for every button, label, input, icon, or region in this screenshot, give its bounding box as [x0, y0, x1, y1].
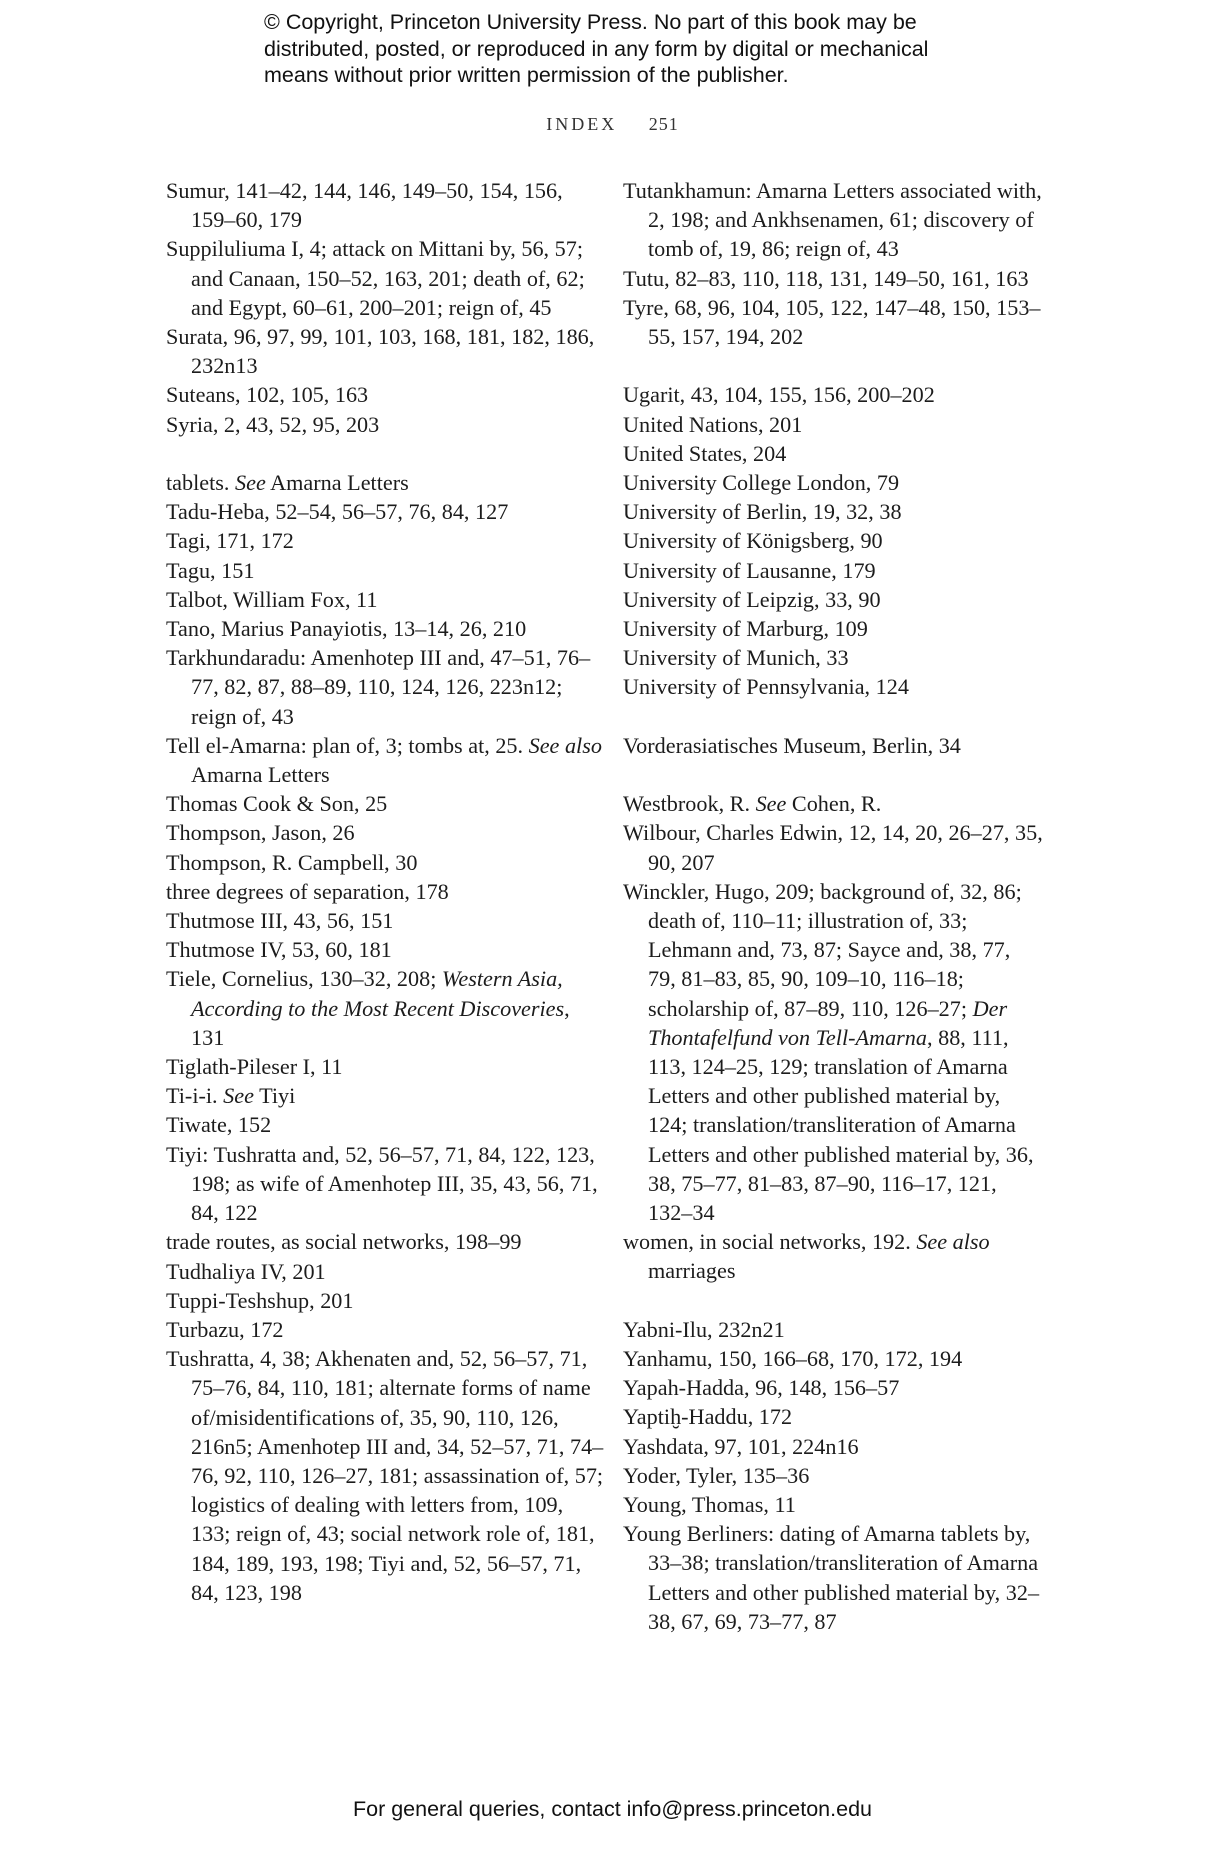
index-entry-text: Yabni-Ilu, 232n21 — [623, 1316, 785, 1342]
index-entry — [166, 614, 606, 643]
index-entry-text: University of Marburg, 109 — [623, 616, 868, 642]
index-entry-text: Amarna Letters — [265, 470, 409, 496]
index-entry — [623, 789, 1043, 818]
index-entry — [623, 1519, 1043, 1636]
footer-contact: For general queries, contact info@press.princeton.edu — [352, 1797, 872, 1821]
index-entry-text: Surata, 96, 97, 99, 101, 103, 168, 181, 182, 186, 232n13 — [166, 324, 595, 379]
index-entry — [166, 1227, 606, 1256]
index-entry-text: Wilbour, Charles Edwin, 12, 14, 20, 26–27, 35, 90, 207 — [623, 820, 1043, 875]
index-entry-text: Thompson, R. Campbell, 30 — [166, 849, 418, 875]
index-entry-text: Tyre, 68, 96, 104, 105, 122, 147–48, 150, 153–55, 157, 194, 202 — [623, 294, 1041, 350]
index-entry — [623, 497, 1043, 526]
index-entry-text: Suteans, 102, 105, 163 — [166, 382, 369, 408]
index-entry — [623, 877, 1043, 1227]
index-entry — [166, 322, 606, 380]
index-entry-text: Tuppi-Teshshup, 201 — [166, 1287, 354, 1313]
index-entry-text: United States, 204 — [623, 440, 787, 466]
letter-group-gap — [623, 760, 1043, 789]
index-entry — [166, 1315, 606, 1344]
index-entry — [623, 1402, 1043, 1431]
index-entry-text: Tushratta, 4, 38; Akhenaten and, 52, 56–57, 71, 75–76, 84, 110, 181; alternate forms of name of/misidentifications of, 35, 90, 110, 126, 216n5; Amenhotep III and, 34, 52–57, 71, 74–76, 92, 110, 126–27, 181; assassination of, 57; logistics of dealing with letters from, 109, 133; reign of, 43; social network role of, 181, 184, 189, 193, 198; Tiyi and, 52, 56–57, 71, 84, 123, 198 — [166, 1346, 604, 1605]
index-entry — [166, 1257, 606, 1286]
index-entry-text: University of Pennsylvania, 124 — [623, 674, 909, 700]
index-entry — [623, 1315, 1043, 1344]
index-entry — [623, 1373, 1043, 1402]
index-entry — [166, 789, 606, 818]
index-entry-text: Thomas Cook & Son, 25 — [166, 791, 388, 817]
index-entry-text: University of Leipzig, 33, 90 — [623, 586, 881, 612]
index-entry — [166, 497, 606, 526]
letter-group-gap — [623, 702, 1043, 731]
index-entry — [166, 848, 606, 877]
index-entry — [623, 264, 1043, 293]
index-entry-text: Tiyi — [253, 1083, 296, 1109]
index-entry — [166, 1344, 606, 1607]
index-entry-text: Cohen, R. — [786, 791, 882, 817]
index-entry-text: marriages — [648, 1258, 736, 1284]
index-entry-italic-text: Western Asia, According to the Most Recent Discoveries — [191, 966, 565, 1021]
index-entry — [166, 1140, 606, 1228]
index-entry-text: Talbot, William Fox, 11 — [166, 586, 378, 612]
index-entry-text: Winckler, Hugo, 209; background of, 32, 86; death of, 110–11; illustration of, 33; Lehmann and, 73, 87; Sayce and, 38, 77, 79, 81–83, 85, 90, 109–10, 116–18; scholarship of, 87–89, 110, 126–27; — [623, 878, 1022, 1021]
index-entry — [166, 176, 606, 234]
index-entry-text: Ugarit, 43, 104, 155, 156, 200–202 — [623, 382, 935, 408]
index-entry-italic-text: See also — [916, 1229, 990, 1255]
index-entry — [623, 1344, 1043, 1373]
index-entry-italic-text: Der Thontafelfund von Tell-Amarna — [648, 995, 1008, 1050]
index-entry — [166, 585, 606, 614]
index-entry-text: Tell el-Amarna: plan of, 3; tombs at, 25. — [166, 732, 529, 758]
index-entry — [166, 410, 606, 439]
running-head — [0, 114, 1225, 135]
index-entry — [623, 731, 1043, 760]
index-entry-text: University of Königsberg, 90 — [623, 528, 883, 554]
copyright-line: means without prior written permission of the publisher. — [264, 63, 789, 87]
index-entry-text: Young Berliners: dating of Amarna tablets by, 33–38; translation/transliteration of Amarna Letters and other published material by, 32–38, 67, 69, 73–77, 87 — [623, 1521, 1040, 1634]
index-entry — [166, 468, 606, 497]
index-entry-text: Vorderasiatisches Museum, Berlin, 34 — [623, 732, 961, 758]
index-entry-text: Yapah-Hadda, 96, 148, 156–57 — [623, 1375, 900, 1401]
index-entry — [623, 439, 1043, 468]
letter-group-gap — [623, 351, 1043, 380]
index-entry-text: Ti-i-i. — [166, 1083, 224, 1109]
index-entry-text: Tarkhundaradu: Amenhotep III and, 47–51, 76–77, 82, 87, 88–89, 110, 124, 126, 223n12; reign of, 43 — [166, 645, 591, 729]
index-entry — [623, 1432, 1043, 1461]
index-entry — [166, 380, 606, 409]
index-entry — [166, 877, 606, 906]
index-entry — [166, 731, 606, 789]
copyright-notice — [264, 9, 1024, 89]
index-entry-text: University of Munich, 33 — [623, 645, 849, 671]
index-entry — [166, 526, 606, 555]
index-entry — [623, 176, 1043, 264]
index-entry-text: tablets. — [166, 470, 236, 496]
index-entry — [623, 293, 1043, 351]
index-entry — [623, 818, 1043, 876]
index-entry-text: Tutu, 82–83, 110, 118, 131, 149–50, 161, 163 — [623, 265, 1029, 291]
index-entry-text: trade routes, as social networks, 198–99 — [166, 1229, 522, 1255]
index-entry-text: Yanhamu, 150, 166–68, 170, 172, 194 — [623, 1346, 963, 1372]
index-entry-text: women, in social networks, 192. — [623, 1229, 917, 1255]
index-entry — [166, 935, 606, 964]
index-entry-text: Tano, Marius Panayiotis, 13–14, 26, 210 — [166, 616, 527, 642]
index-entry-text: Tudhaliya IV, 201 — [166, 1258, 326, 1284]
index-entry — [623, 380, 1043, 409]
index-entry — [166, 964, 606, 1052]
index-entry-italic-text: See also — [528, 732, 602, 758]
index-entry-italic-text: See — [755, 791, 787, 817]
index-entry-text: Tadu-Heba, 52–54, 56–57, 76, 84, 127 — [166, 499, 509, 525]
index-entry — [623, 556, 1043, 585]
index-entry-text: Sumur, 141–42, 144, 146, 149–50, 154, 156, 159–60, 179 — [166, 178, 563, 233]
index-entry — [623, 468, 1043, 497]
index-column-left — [166, 176, 606, 1607]
index-entry-text: Tutankhamun: Amarna Letters associated with, 2, 198; and Ankhsenamen, 61; discovery of tomb of, 19, 86; reign of, 43 — [623, 178, 1042, 262]
index-entry-text: Thutmose IV, 53, 60, 181 — [166, 937, 392, 963]
index-entry-italic-text: See — [223, 1083, 254, 1109]
index-entry — [166, 1286, 606, 1315]
index-entry-text: University College London, 79 — [623, 470, 900, 496]
index-entry-text: Suppiluliuma I, 4; attack on Mittani by, 56, 57; and Canaan, 150–52, 163, 201; death of, 62; and Egypt, 60–61, 200–201; reign of, 45 — [166, 236, 585, 320]
index-column-right — [623, 176, 1043, 1636]
index-entry — [166, 1052, 606, 1081]
index-entry-text: Tagi, 171, 172 — [166, 528, 294, 554]
copyright-line: © Copyright, Princeton University Press. No part of this book may be — [264, 10, 917, 34]
index-entry-text: , 131 — [191, 995, 570, 1050]
index-entry — [623, 585, 1043, 614]
copyright-line: distributed, posted, or reproduced in any form by digital or mechanical — [264, 36, 929, 61]
index-entry-text: Tagu, 151 — [166, 557, 255, 583]
index-entry — [623, 614, 1043, 643]
letter-group-gap — [166, 439, 606, 468]
index-entry-text: Yoder, Tyler, 135–36 — [623, 1462, 810, 1488]
index-entry-text: University of Lausanne, 179 — [623, 557, 876, 583]
index-entry — [623, 1461, 1043, 1490]
index-entry-text: University of Berlin, 19, 32, 38 — [623, 499, 902, 525]
index-entry-text: Thompson, Jason, 26 — [166, 820, 355, 846]
index-entry-text: Thutmose III, 43, 56, 151 — [166, 908, 394, 934]
index-entry — [166, 906, 606, 935]
page-number: 251 — [648, 114, 679, 134]
index-entry-text: Westbrook, R. — [623, 791, 756, 817]
index-entry-text: , 88, 111, 113, 124–25, 129; translation of Amarna Letters and other published material by, 124; translation/transliteration of Amarna Letters and other published material by, 36, 38, 75–77, 81–83, 87–90, 116–17, 121, 132–34 — [648, 1024, 1034, 1226]
index-entry-text: United Nations, 201 — [623, 411, 803, 437]
index-entry-text: Yashdata, 97, 101, 224n16 — [623, 1433, 859, 1459]
index-entry — [623, 526, 1043, 555]
index-entry — [623, 672, 1043, 701]
index-entry-text: Tiwate, 152 — [166, 1112, 272, 1138]
index-entry — [623, 643, 1043, 672]
index-entry — [166, 234, 606, 322]
index-entry — [166, 643, 606, 731]
index-entry-text: Tiele, Cornelius, 130–32, 208; — [166, 966, 442, 992]
index-entry-text: Tiglath-Pileser I, 11 — [166, 1054, 343, 1080]
index-entry-text: Syria, 2, 43, 52, 95, 203 — [166, 411, 380, 437]
index-entry-text: Tiyi: Tushratta and, 52, 56–57, 71, 84, 122, 123, 198; as wife of Amenhotep III, 35, 43, 56, 71, 84, 122 — [166, 1141, 598, 1226]
index-entry-italic-text: See — [235, 470, 266, 496]
index-entry — [166, 1081, 606, 1110]
running-head-title: INDEX — [546, 114, 618, 134]
index-entry-text: Turbazu, 172 — [166, 1316, 284, 1342]
index-entry — [623, 410, 1043, 439]
index-entry — [623, 1490, 1043, 1519]
index-entry — [166, 556, 606, 585]
index-entry — [166, 1110, 606, 1139]
index-entry — [166, 818, 606, 847]
index-entry-text: Yaptiḫ-Haddu, 172 — [623, 1404, 793, 1430]
letter-group-gap — [623, 1286, 1043, 1315]
index-entry-text: three degrees of separation, 178 — [166, 878, 449, 904]
index-entry-text: Amarna Letters — [191, 762, 330, 788]
index-entry-text: Young, Thomas, 11 — [623, 1492, 796, 1518]
index-entry — [623, 1227, 1043, 1285]
